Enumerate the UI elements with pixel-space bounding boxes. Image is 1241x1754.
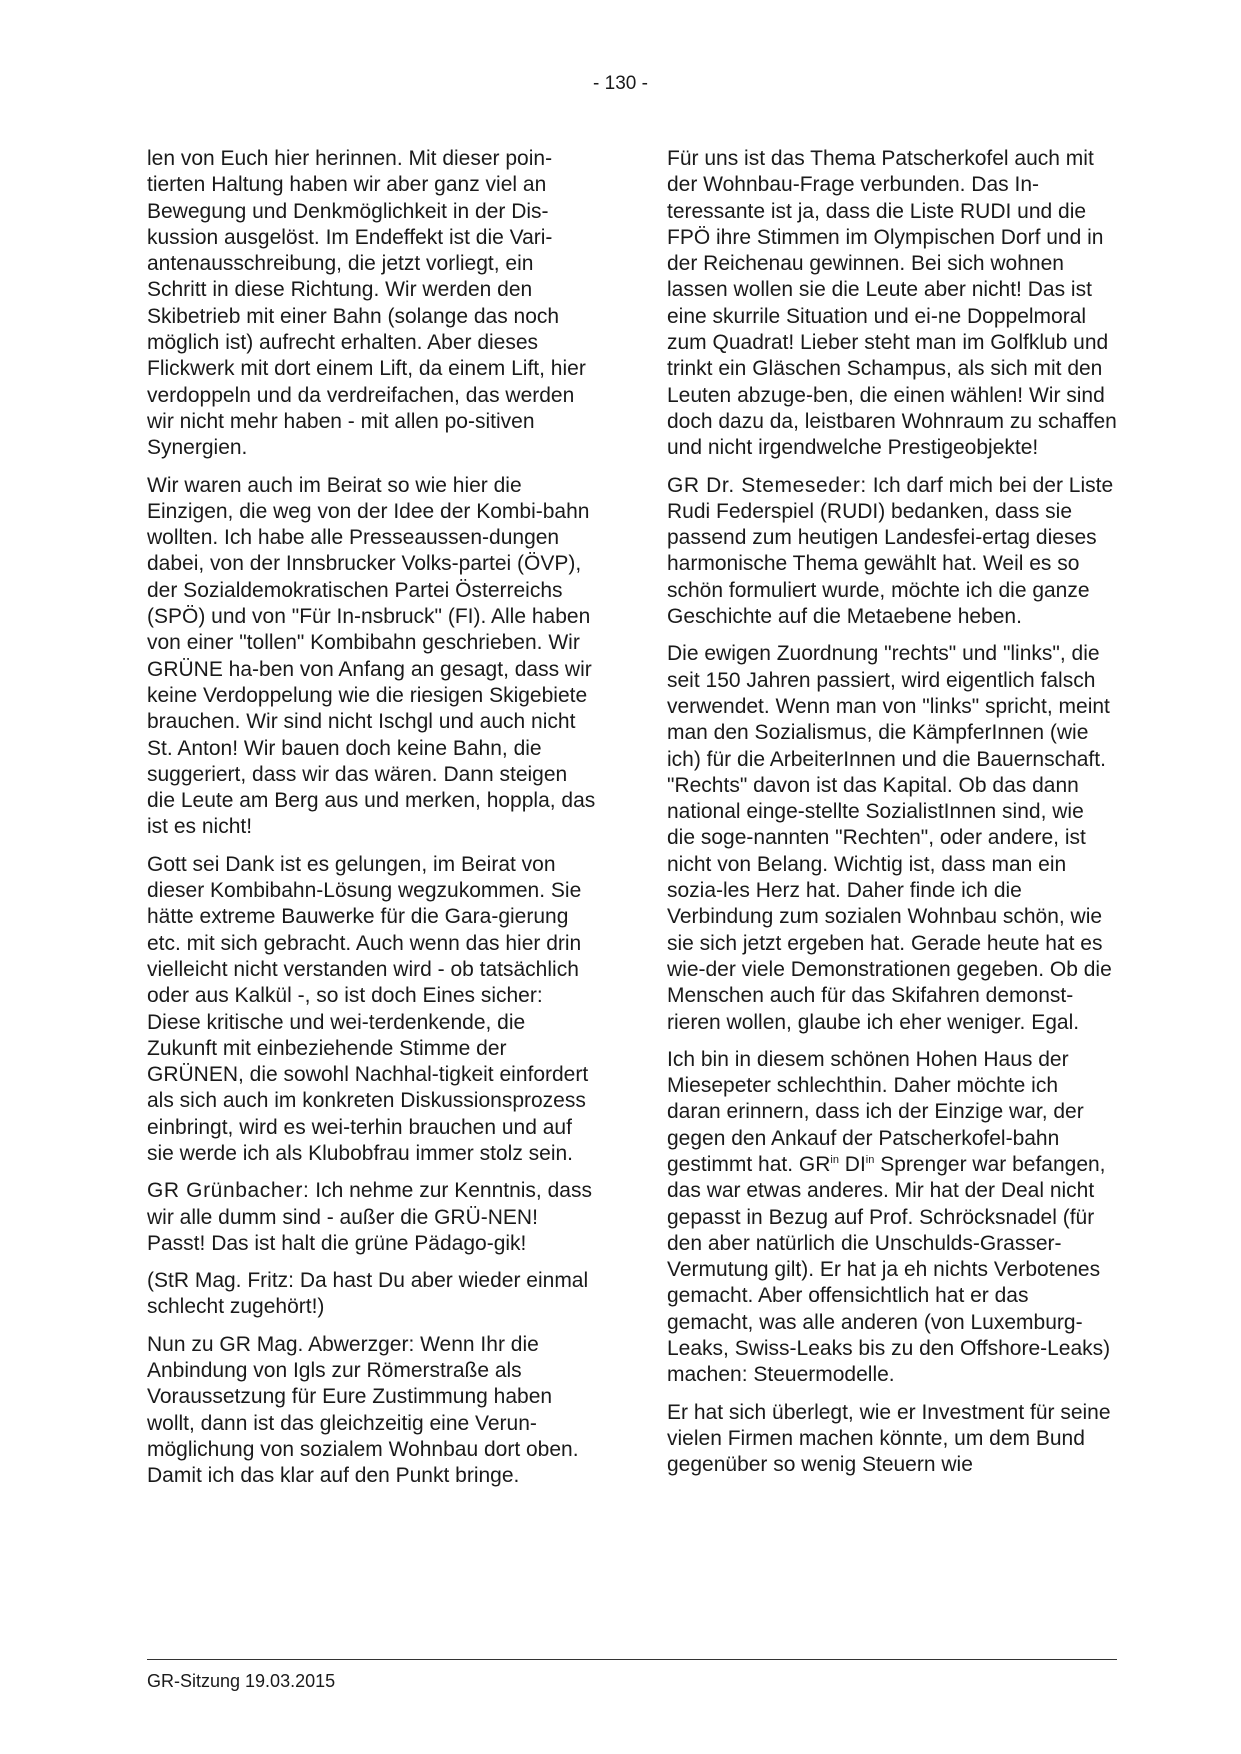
speaker-name: GR Dr. Stemeseder: xyxy=(667,473,867,497)
paragraph: Gott sei Dank ist es gelungen, im Beirat von dieser Kombibahn-Lösung wegzukommen. Sie hätte extreme Bauwerke für die Gara-gierung etc. mit sich gebracht. Auch wenn das hier drin vielleicht nicht verstanden wird - ob tatsächlich oder aus Kalkül -, so ist doch Eines sicher: Diese kritische und wei-terdenkende, die Zukunft mit einbeziehende Stimme der GRÜNEN, die sowohl Nachhal-tigkeit einfordert als sich auch im konkreten Diskussionsprozess einbringt, wird es wei-terhin brauchen und auf sie werde ich als Klubobfrau immer stolz sein. xyxy=(147,852,589,1165)
paragraph: Er hat sich überlegt, wie er Investment für seine vielen Firmen machen könnte, um dem Bund gegenüber so wenig Steuern wie xyxy=(667,1400,1111,1477)
paragraph: len von Euch hier herinnen. Mit dieser poin-tierten Haltung haben wir aber ganz viel an Bewegung und Denkmöglichkeit in der Dis-kussion ausgelöst. Im Endeffekt ist die Vari-antenausschreibung, die jetzt vorliegt, ein Schritt in diese Richtung. Wir werden den Skibetrieb mit einer Bahn (solange das noch möglich ist) aufrecht erhalten. Aber dieses Flickwerk mit dort einem Lift, da einem Lift, hier verdoppeln und da verdreifachen, das werden wir nicht mehr haben - mit allen po-sitiven Synergien. xyxy=(147,147,586,460)
interjection: (StR Mag. Fritz: Da hast Du aber wieder einmal schlecht zugehört!) xyxy=(147,1269,589,1319)
paragraph xyxy=(147,1178,597,1257)
left-column xyxy=(147,146,597,1501)
paragraph: Nun zu GR Mag. Abwerzger: Wenn Ihr die Anbindung von Igls zur Römerstraße als Voraussetzung für Eure Zustimmung haben wollt, dann ist das gleichzeitig eine Verun-möglichung von sozialem Wohnbau dort oben. Damit ich das klar auf den Punkt bringe. xyxy=(147,1332,579,1488)
superscript: in xyxy=(830,1153,839,1166)
paragraph xyxy=(667,1047,1117,1389)
text-segment: Sprenger war befangen, das war etwas anderes. Mir hat der Deal nicht gepasst in Bezug auf Prof. Schröcksnadel (für den aber natürlich die Unschulds-Grasser-Vermutung gilt). Er hat ja eh nichts Verbotenes gemacht. Aber offensichtlich hat er das gemacht, was alle anderen (von Luxemburg-Leaks, Swiss-Leaks bis zu den Offshore-Leaks) machen: Steuermodelle. xyxy=(667,1152,1111,1387)
speech-text: Ich nehme zur Kenntnis, dass wir alle dumm sind - außer die GRÜ-NEN! Passt! Das ist halt die grüne Pädago-gik! xyxy=(147,1179,592,1255)
footer-divider xyxy=(147,1659,1117,1660)
text-segment: DI xyxy=(838,1152,866,1176)
paragraph: Die ewigen Zuordnung "rechts" und "links", die seit 150 Jahren passiert, wird eigentlich falsch verwendet. Wenn man von "links" spricht, meint man den Sozialismus, die KämpferInnen (wie ich) für die ArbeiterInnen und die Bauernschaft. "Rechts" davon ist das Kapital. Ob das dann national einge-stellte SozialistInnen sind, wie die soge-nannten "Rechten", oder andere, ist nicht von Belang. Wichtig ist, dass man ein sozia-les Herz hat. Daher finde ich die Verbindung zum sozialen Wohnbau schön, wie sie sich jetzt ergeben hat. Gerade heute hat es wie-der viele Demonstrationen gegeben. Ob die Menschen auch für das Skifahren demonst-rieren wollen, glaube ich eher weniger. Egal. xyxy=(667,642,1112,1034)
footer-session-date: GR-Sitzung 19.03.2015 xyxy=(147,1671,336,1691)
paragraph: Für uns ist das Thema Patscherkofel auch mit der Wohnbau-Frage verbunden. Das In-teressante ist ja, dass die Liste RUDI und die FPÖ ihre Stimmen im Olympischen Dorf und in der Reichenau gewinnen. Bei sich wohnen lassen wollen sie die Leute aber nicht! Das ist eine skurrile Situation und ei-ne Doppelmoral zum Quadrat! Lieber steht man im Golfklub und trinkt ein Gläschen Schampus, als sich mit den Leuten abzuge-ben, die einen wählen! Wir sind doch dazu da, leistbaren Wohnraum zu schaffen und nicht irgendwelche Prestigeobjekte! xyxy=(667,147,1117,460)
text-segment: Ich bin in diesem schönen Hohen Haus der Miesepeter schlechthin. Daher möchte ich daran erinnern, dass ich der Einzige war, der gegen den Ankauf der Patscherkofel-bahn gestimmt hat. GR xyxy=(667,1047,1084,1176)
right-column xyxy=(667,146,1117,1490)
superscript: in xyxy=(865,1153,875,1166)
paragraph: Wir waren auch im Beirat so wie hier die Einzigen, die weg von der Idee der Kombi-bahn wollten. Ich habe alle Presseaussen-dungen dabei, von der Innsbrucker Volks-partei (ÖVP), der Sozialdemokratischen Partei Österreichs (SPÖ) und von "Für In-nsbruck" (FI). Alle haben von einer "tollen" Kombibahn geschrieben. Wir GRÜNE ha-ben von Anfang an gesagt, dass wir keine Verdoppelung wie die riesigen Skigebiete brauchen. Wir sind nicht Ischgl und auch nicht St. Anton! Wir bauen doch keine Bahn, die suggeriert, dass wir das wären. Dann steigen die Leute am Berg aus und merken, hoppla, das ist es nicht! xyxy=(147,473,596,839)
speech-text: Ich darf mich bei der Liste Rudi Federspiel (RUDI) bedanken, dass sie passend zum heutigen Landesfei-ertag dieses harmonische Thema gewählt hat. Weil es so schön formuliert wurde, möchte ich die ganze Geschichte auf die Metaebene heben. xyxy=(667,473,1114,629)
paragraph xyxy=(667,473,1117,631)
speaker-name: GR Grünbacher: xyxy=(147,1179,310,1203)
page-number: - 130 - xyxy=(593,73,648,94)
